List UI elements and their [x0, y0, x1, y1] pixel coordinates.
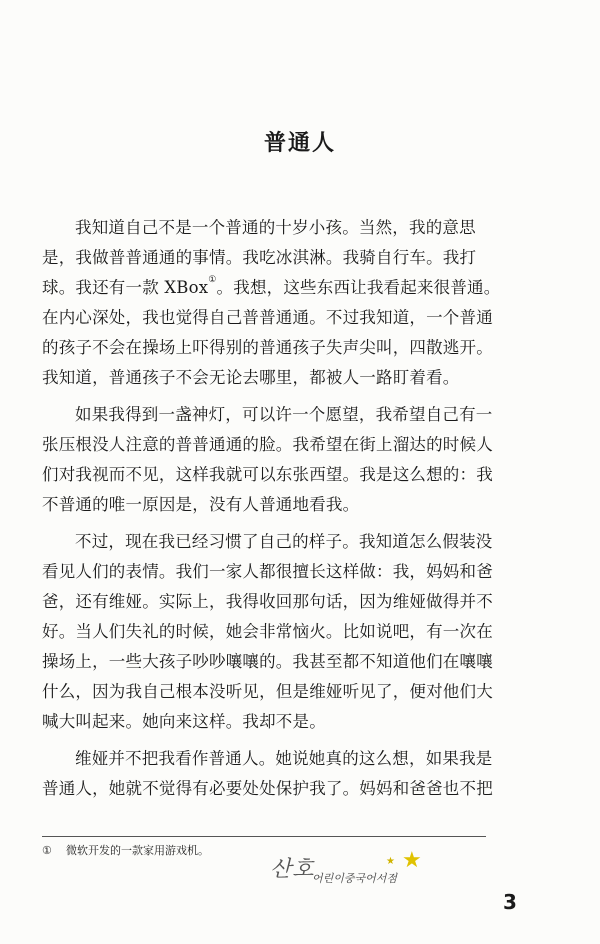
text-segment: 球。我还有一款 XBox [42, 278, 209, 297]
text-line [42, 587, 492, 617]
paragraph [42, 527, 492, 737]
text-segment: 的孩子不会在操场上吓得别的普通孩子失声尖叫，四散逃开。 [42, 338, 493, 357]
paragraph [42, 213, 501, 393]
text-line [42, 303, 492, 333]
text-segment: 张压根没人注意的普普通通的脸。我希望在街上溜达的时候人 [42, 435, 493, 454]
chapter-title: 普通人 [263, 131, 336, 156]
text-segment: 不普通的唯一原因是，没有人普通地看我。 [42, 495, 360, 514]
text-line [42, 363, 492, 393]
text-segment: 们对我视而不见，这样我就可以东张西望。我是这么想的：我 [42, 465, 493, 484]
text-line [42, 527, 492, 557]
text-segment: 在内心深处，我也觉得自己普普通通。不过我知道，一个普通 [42, 308, 493, 327]
text-line [42, 333, 492, 363]
text-segment: 不过，现在我已经习惯了自己的样子。我知道怎么假装没 [75, 532, 493, 551]
text-segment: 爸，还有维娅。实际上，我得收回那句话，因为维娅做得并不 [42, 592, 493, 611]
footnote-divider [42, 836, 486, 837]
text-line [42, 400, 492, 430]
footnote [42, 842, 209, 858]
text-segment: 。我想，这些东西让我看起来很普通。 [216, 278, 501, 297]
logo-tagline: 어린이중국어서점 [312, 872, 398, 885]
footnote-text: 微软开发的一款家用游戏机。 [66, 844, 209, 857]
logo-word: 산호 [270, 857, 315, 882]
text-segment: 我知道自己不是一个普通的十岁小孩。当然，我的意思 [75, 218, 476, 237]
page-number: 3 [503, 890, 517, 914]
footnote-mark: ① [42, 844, 52, 857]
paragraph [42, 400, 492, 520]
text-segment: 如果我得到一盏神灯，可以许一个愿望，我希望自己有一 [75, 405, 493, 424]
text-line [42, 430, 492, 460]
text-line [42, 273, 501, 303]
text-line [42, 490, 492, 520]
text-segment: 喊大叫起来。她向来这样。我却不是。 [42, 712, 326, 731]
small-star-icon: ★ [386, 856, 395, 867]
paragraph [42, 744, 492, 804]
text-segment: 维娅并不把我看作普通人。她说她真的这么想，如果我是 [75, 749, 493, 768]
text-line [42, 744, 492, 774]
text-line [42, 647, 492, 677]
text-line [42, 707, 492, 737]
text-segment: 普通人，她就不觉得有必要处处保护我了。妈妈和爸爸也不把 [42, 779, 493, 798]
text-line [42, 243, 492, 273]
chapter-body [42, 213, 501, 811]
text-segment: 什么，因为我自己根本没听见，但是维娅听见了，便对他们大 [42, 682, 493, 701]
text-line [42, 774, 492, 804]
star-icon: ★ [402, 848, 422, 873]
footnote-ref: ① [208, 275, 217, 285]
text-line [42, 213, 492, 243]
text-line [42, 617, 492, 647]
text-line [42, 557, 492, 587]
text-line [42, 460, 492, 490]
text-line [42, 677, 492, 707]
text-segment: 操场上，一些大孩子吵吵嚷嚷的。我甚至都不知道他们在嚷嚷 [42, 652, 493, 671]
text-segment: 我知道，普通孩子不会无论去哪里，都被人一路盯着看。 [42, 368, 460, 387]
text-segment: 看见人们的表情。我们一家人都很擅长这样做：我，妈妈和爸 [42, 562, 493, 581]
text-segment: 是，我做普普通通的事情。我吃冰淇淋。我骑自行车。我打 [42, 248, 477, 267]
publisher-logo [262, 848, 442, 892]
text-segment: 好。当人们失礼的时候，她会非常恼火。比如说吧，有一次在 [42, 622, 493, 641]
